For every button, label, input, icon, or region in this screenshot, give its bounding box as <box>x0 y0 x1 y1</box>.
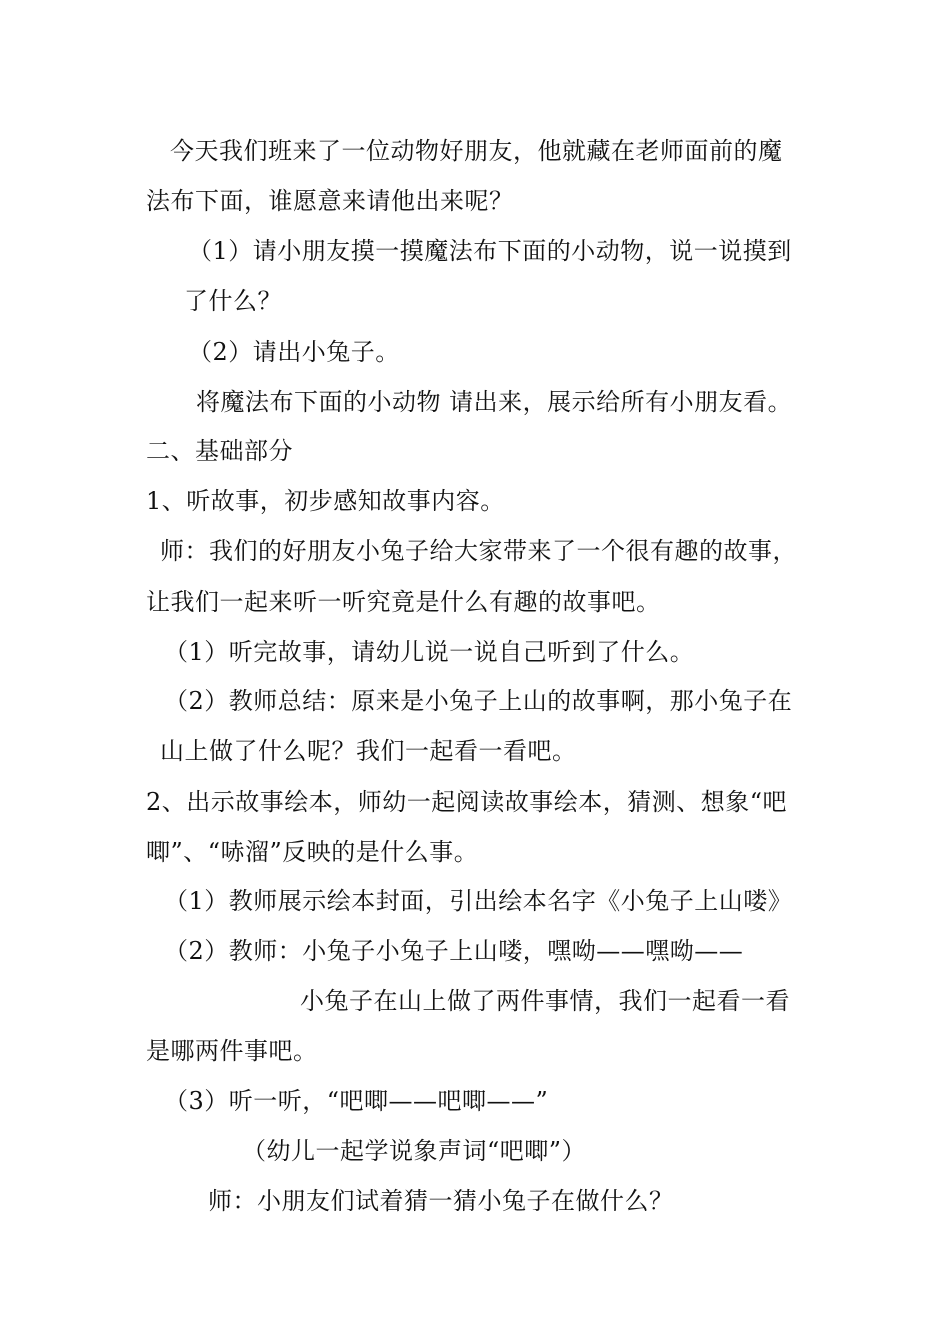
text-line: 师：小朋友们试着猜一猜小兔子在做什么？ <box>208 1187 674 1215</box>
text-line: 是哪两件事吧。 <box>146 1037 318 1065</box>
text-line: 师：我们的好朋友小兔子给大家带来了一个很有趣的故事， <box>160 537 797 565</box>
text-line: 法布下面，谁愿意来请他出来呢？ <box>146 187 514 215</box>
text-line: （幼儿一起学说象声词“吧唧”） <box>242 1137 587 1165</box>
text-line: （1）听完故事，请幼儿说一说自己听到了什么。 <box>164 638 695 666</box>
text-line: （2）教师总结：原来是小兔子上山的故事啊，那小兔子在 <box>164 687 793 715</box>
text-line: （1）教师展示绘本封面，引出绘本名字《小兔子上山喽》 <box>164 887 793 915</box>
text-line: 唧”、“哧溜”反映的是什么事。 <box>146 838 479 866</box>
text-line: 让我们一起来听一听究竟是什么有趣的故事吧。 <box>146 588 661 616</box>
text-line: （1）请小朋友摸一摸魔法布下面的小动物，说一说摸到 <box>188 237 792 265</box>
text-line: （2）教师：小兔子小兔子上山喽，嘿呦——嘿呦—— <box>164 937 744 965</box>
subsection-heading: 1、听故事，初步感知故事内容。 <box>146 487 505 515</box>
text-line: 今天我们班来了一位动物好朋友，他就藏在老师面前的魔 <box>170 137 783 165</box>
text-line: （3）听一听，“吧唧——吧唧——” <box>164 1087 549 1115</box>
text-line: （2）请出小兔子。 <box>188 338 400 366</box>
text-line: 小兔子在山上做了两件事情，我们一起看一看 <box>300 987 790 1015</box>
text-line: 了什么？ <box>184 287 282 315</box>
text-line: 将魔法布下面的小动物 请出来，展示给所有小朋友看。 <box>196 388 793 416</box>
section-heading: 二、基础部分 <box>146 437 293 465</box>
subsection-heading: 2、出示故事绘本，师幼一起阅读故事绘本，猜测、想象“吧 <box>146 788 788 816</box>
text-line: 山上做了什么呢？我们一起看一看吧。 <box>160 737 577 765</box>
